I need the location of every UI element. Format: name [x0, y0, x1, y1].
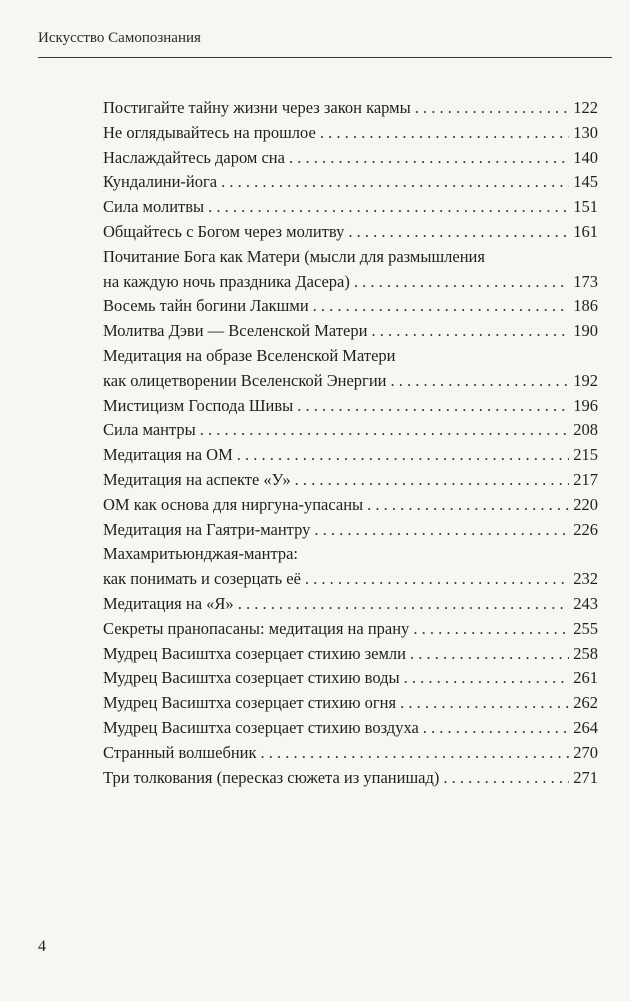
toc-entry-title: как олицетворении Вселенской Энергии — [103, 370, 387, 390]
toc-entry-page: 161 — [573, 221, 598, 241]
page-number: 4 — [38, 938, 46, 955]
toc-entry — [103, 294, 598, 319]
toc-entry-page: 255 — [573, 618, 598, 638]
dot-leader — [200, 418, 570, 443]
toc-entry — [103, 766, 598, 791]
toc-entry — [103, 468, 598, 493]
toc-entry-page: 271 — [573, 767, 598, 787]
toc-entry-page: 145 — [573, 172, 598, 192]
dot-leader — [208, 195, 569, 220]
dot-leader — [367, 493, 569, 518]
toc-entry-title: Молитва Дэви — Вселенской Матери — [103, 321, 368, 341]
toc-entry — [103, 493, 598, 518]
toc-entry-page: 130 — [573, 122, 598, 142]
toc-entry — [103, 567, 598, 592]
toc-entry-title: Не оглядывайтесь на прошлое — [103, 122, 316, 142]
toc-entry — [103, 195, 598, 220]
toc-entry — [103, 146, 598, 171]
toc-entry — [103, 96, 598, 121]
toc-entry-page: 140 — [573, 147, 598, 167]
toc-entry-page: 262 — [573, 693, 598, 713]
toc-entry-title: Сила мантры — [103, 420, 196, 440]
toc-entry-page: 173 — [573, 271, 598, 291]
toc-entry — [103, 542, 598, 567]
toc-entry — [103, 666, 598, 691]
running-header: Искусство Самопознания — [38, 30, 201, 46]
dot-leader — [390, 369, 569, 394]
dot-leader — [354, 270, 569, 295]
toc-entry-title: как понимать и созерцать её — [103, 569, 301, 589]
toc-entry-title: Мудрец Васиштха созерцает стихию земли — [103, 643, 406, 663]
toc-entry-title: Сила молитвы — [103, 197, 205, 217]
toc-entry-title: Мудрец Васиштха созерцает стихию воздуха — [103, 717, 419, 737]
toc-entry-page: 196 — [573, 395, 598, 415]
dot-leader — [305, 567, 569, 592]
toc-entry-title: Почитание Бога как Матери (мысли для размышления — [103, 246, 485, 266]
toc-entry-title: Общайтесь с Богом через молитву — [103, 221, 345, 241]
toc-entry-page: 186 — [573, 296, 598, 316]
toc-entry-page: 232 — [573, 569, 598, 589]
toc-entry-page: 151 — [573, 197, 598, 217]
dot-leader — [221, 170, 569, 195]
dot-leader — [314, 518, 569, 543]
toc-entry-page: 220 — [573, 494, 598, 514]
toc-entry — [103, 121, 598, 146]
header-rule — [38, 57, 612, 58]
toc-entry — [103, 220, 598, 245]
toc-entry-title: ОМ как основа для ниргуна-упасаны — [103, 494, 364, 514]
toc-entry-page: 122 — [573, 98, 598, 117]
toc-entry-title: Наслаждайтесь даром сна — [103, 147, 285, 167]
toc-entry — [103, 691, 598, 716]
toc-entry — [103, 270, 598, 295]
toc-entry-page: 190 — [573, 321, 598, 341]
toc-entry-title: Мудрец Васиштха созерцает стихию огня — [103, 693, 397, 713]
toc-entry-page: 243 — [573, 593, 598, 613]
toc-entry — [103, 369, 598, 394]
table-of-contents — [103, 96, 598, 790]
toc-entry-title: Медитация на «Я» — [103, 593, 234, 613]
toc-entry — [103, 716, 598, 741]
toc-entry-title: Три толкования (пересказ сюжета из упанишад) — [103, 767, 440, 787]
toc-entry — [103, 394, 598, 419]
toc-entry — [103, 518, 598, 543]
dot-leader — [261, 741, 570, 766]
toc-entry — [103, 642, 598, 667]
toc-entry — [103, 418, 598, 443]
toc-entry — [103, 443, 598, 468]
dot-leader — [413, 617, 569, 642]
toc-entry — [103, 344, 598, 369]
toc-entry-title: Мудрец Васиштха созерцает стихию воды — [103, 668, 400, 688]
toc-entry-title: Медитация на Гаятри-мантру — [103, 519, 311, 539]
toc-entry-page: 261 — [573, 668, 598, 688]
toc-entry — [103, 741, 598, 766]
toc-entry-page: 208 — [573, 420, 598, 440]
toc-entry-title: Кундалини-йога — [103, 172, 218, 192]
toc-entry-page: 264 — [573, 717, 598, 737]
toc-entry — [103, 170, 598, 195]
dot-leader — [415, 96, 570, 121]
dot-leader — [423, 716, 569, 741]
toc-entry-title: на каждую ночь праздника Дасера) — [103, 271, 350, 291]
toc-entry — [103, 592, 598, 617]
toc-entry-page: 215 — [573, 445, 598, 465]
dot-leader — [371, 319, 569, 344]
toc-entry — [103, 319, 598, 344]
dot-leader — [443, 766, 569, 791]
dot-leader — [320, 121, 569, 146]
dot-leader — [289, 146, 569, 171]
toc-entry-title: Медитация на аспекте «У» — [103, 469, 291, 489]
dot-leader — [348, 220, 569, 245]
toc-entry-page: 270 — [573, 742, 598, 762]
dot-leader — [238, 592, 570, 617]
toc-entry-page: 217 — [573, 469, 598, 489]
dot-leader — [313, 294, 570, 319]
toc-entry-title: Восемь тайн богини Лакшми — [103, 296, 309, 316]
toc-entry-page: 226 — [573, 519, 598, 539]
toc-entry-title: Мистицизм Господа Шивы — [103, 395, 294, 415]
toc-entry-page: 192 — [573, 370, 598, 390]
toc-entry-title: Постигайте тайну жизни через закон кармы — [103, 98, 411, 117]
toc-entry-title: Секреты пранопасаны: медитация на прану — [103, 618, 410, 638]
dot-leader — [297, 394, 569, 419]
dot-leader — [237, 443, 569, 468]
toc-entry-title: Медитация на ОМ — [103, 445, 233, 465]
dot-leader — [295, 468, 570, 493]
toc-entry — [103, 617, 598, 642]
dot-leader — [410, 642, 569, 667]
toc-entry-title: Махамритьюнджая-мантра: — [103, 544, 299, 564]
toc-entry-page: 258 — [573, 643, 598, 663]
toc-entry — [103, 245, 598, 270]
dot-leader — [404, 666, 570, 691]
dot-leader — [400, 691, 569, 716]
toc-entry-title: Медитация на образе Вселенской Матери — [103, 345, 396, 365]
toc-entry-title: Странный волшебник — [103, 742, 257, 762]
